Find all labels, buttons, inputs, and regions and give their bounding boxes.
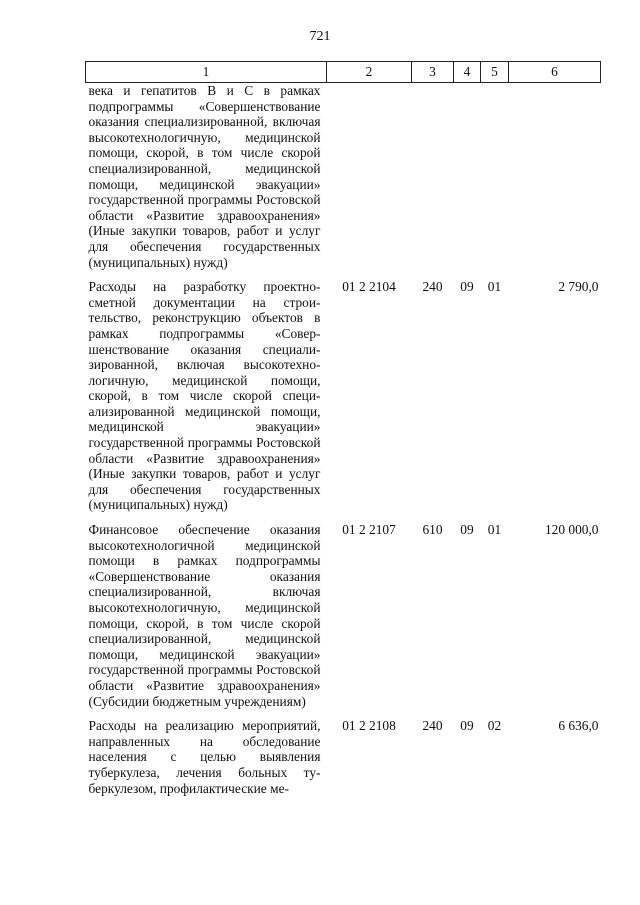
budget-table bbox=[85, 61, 601, 805]
row-amount: 2 790,0 bbox=[558, 279, 599, 295]
row-vr: 240 bbox=[422, 718, 443, 734]
row-vr: 240 bbox=[422, 279, 443, 295]
row-pr bbox=[481, 83, 509, 280]
column-header-vr: 3 bbox=[412, 62, 454, 83]
table-row bbox=[86, 279, 601, 522]
row-code bbox=[327, 83, 412, 280]
row-rz: 09 bbox=[460, 718, 474, 734]
table-header-row bbox=[86, 62, 601, 83]
row-code: 01 2 2108 bbox=[342, 718, 396, 734]
row-pr: 02 bbox=[487, 718, 502, 734]
row-amount: 6 636,0 bbox=[558, 718, 599, 734]
table-row bbox=[86, 83, 601, 280]
table-row bbox=[86, 522, 601, 718]
row-description: Финансовое обеспечение оказания высокотехнологичной медицинской помощи в рамках подпрограммы «Совершенствование оказания специализированной, включая высокотехнологичную, медицинской помощи, скорой, в том числе скорой специализированной, медицинской помощи, медицинской эвакуации» государственной программы Ростовской области «Развитие здравоохранения» (Субсидии бюджетным учреждениям) bbox=[88, 522, 321, 709]
column-header-pr: 5 bbox=[481, 62, 509, 83]
row-code: 01 2 2104 bbox=[342, 279, 396, 295]
row-pr: 01 bbox=[487, 279, 502, 295]
table-row bbox=[86, 718, 601, 805]
column-header-rz: 4 bbox=[454, 62, 481, 83]
row-rz: 09 bbox=[460, 279, 474, 295]
row-pr: 01 bbox=[487, 522, 502, 538]
column-header-description: 1 bbox=[86, 62, 327, 83]
row-vr bbox=[412, 83, 454, 280]
row-description: века и гепатитов В и С в рамках подпрограммы «Совершенствование оказания специализированной, включая высокотехнологичную, медицинской помощи, скорой, в том числе скорой специализированной, медицинской помощи, медицинской эвакуации» государственной программы Ростовской области «Развитие здравоохранения» (Иные закупки товаров, работ и услуг для обеспечения государственных (муниципальных) нужд) bbox=[88, 83, 321, 270]
row-amount: 120 000,0 bbox=[544, 522, 599, 538]
column-header-amount: 6 bbox=[509, 62, 601, 83]
row-description: Расходы на разработку проектно-сметной документации на строительство, реконструкцию объектов в рамках подпрограммы «Совершенствование оказания специализированной, включая высокотехнологичную, медицинской помощи, скорой, в том числе скорой специализированной медицинской помощи, медицинской эвакуации» государственной программы Ростовской области «Развитие здравоохранения» (Иные закупки товаров, работ и услуг для обеспечения государственных (муниципальных) нужд) bbox=[88, 279, 321, 513]
row-vr: 610 bbox=[422, 522, 443, 538]
page-number: 721 bbox=[309, 29, 331, 44]
column-header-code: 2 bbox=[327, 62, 412, 83]
row-amount bbox=[509, 83, 601, 280]
row-rz bbox=[454, 83, 481, 280]
row-code: 01 2 2107 bbox=[342, 522, 396, 538]
row-rz: 09 bbox=[460, 522, 474, 538]
row-description: Расходы на реализацию мероприятий, направленных на обследование населения с целью выявления туберкулеза, лечения больных туберкулезом, профилактические ме- bbox=[88, 718, 321, 796]
